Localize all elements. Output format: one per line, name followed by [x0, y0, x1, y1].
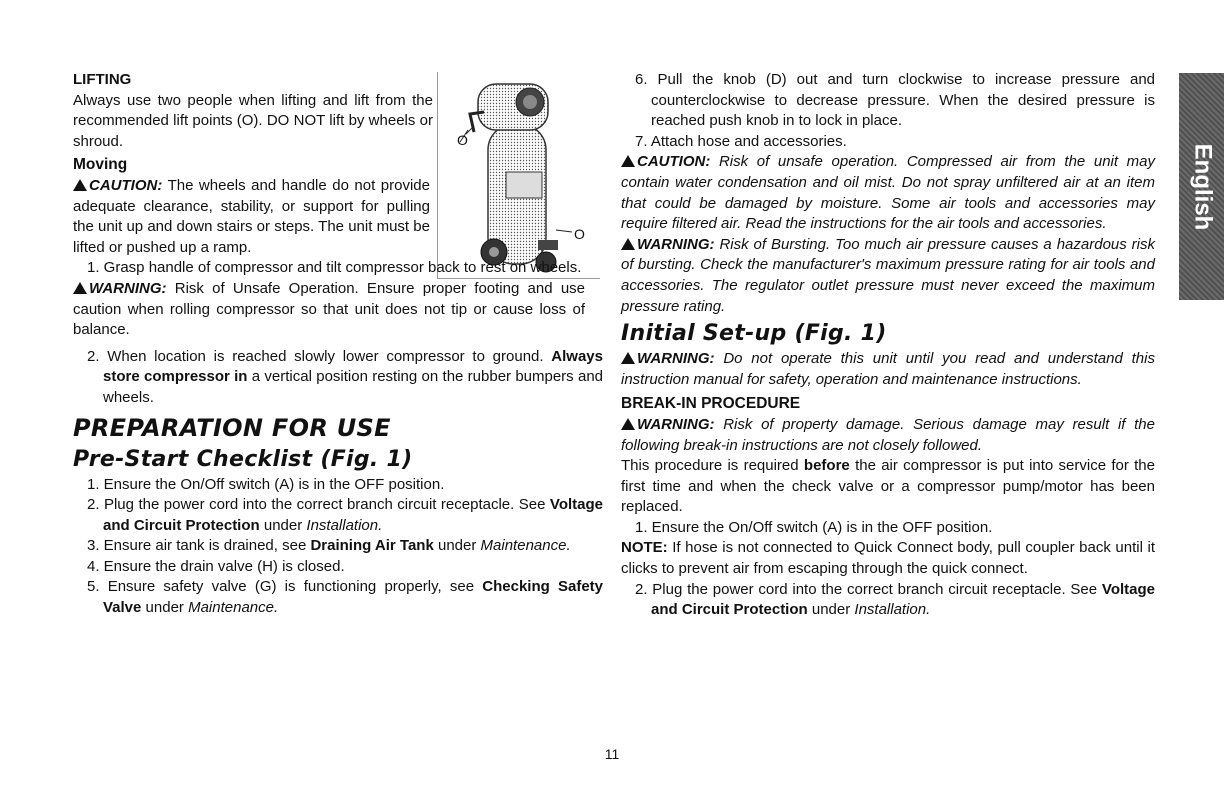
item3-italic: Maintenance.: [480, 537, 571, 555]
caution-text: Risk of unsafe operation. Compressed air from the unit may contain water condensation and oil mist. Do not spray unfiltered air at an item that could be damaged by moisture. Some air tools and accessories may require filtered air. Read the instructions for the air tools and accessories.: [621, 153, 1156, 233]
moving-warning: [73, 279, 585, 341]
warning-text: Risk of Unsafe Operation. Ensure proper footing and use caution when rolling compressor so that unit does not tip or cause loss of balance.: [73, 279, 586, 339]
step2-text-a: 2. When location is reached slowly lower compressor to ground.: [87, 347, 544, 365]
procedure-bold: before: [803, 457, 850, 475]
caution-icon: [73, 179, 87, 191]
warning-icon: [621, 418, 635, 430]
warning-icon: [73, 282, 87, 294]
note-label: NOTE:: [621, 539, 668, 557]
note-text: If hose is not connected to Quick Connect body, pull coupler back until it clicks to prevent air from escaping through the quick connect.: [621, 539, 1155, 578]
break-in-step-2: [621, 580, 1155, 621]
moving-heading: Moving: [73, 156, 128, 174]
breakin-warning-label: WARNING:: [637, 415, 715, 433]
step2-bold: Voltage and Circuit Protection: [651, 580, 1155, 619]
checklist-item-3: [73, 536, 603, 557]
caution-text: The wheels and handle do not provide adequate clearance, stability, or support for pulling the unit up and down stairs or steps. The unit must be lifted or pushed up a ramp.: [73, 176, 430, 256]
procedure-paragraph: [621, 456, 1155, 518]
item3-text-b: under: [438, 537, 477, 555]
item5-text-a: 5. Ensure safety valve (G) is functioning properly, see: [87, 578, 475, 596]
item2-text-a: 2. Plug the power cord into the correct branch circuit receptacle. See: [87, 496, 546, 514]
item2-bold: Voltage and Circuit Protection: [103, 496, 603, 534]
checklist-heading: Pre-Start Checklist (Fig. 1): [73, 446, 413, 472]
lift-point-label-right: O: [574, 226, 585, 242]
page-number: 11: [604, 746, 620, 762]
lifting-heading: LIFTING: [73, 71, 132, 88]
warning-text: Risk of Bursting. Too much air pressure causes a hazardous risk of bursting. Check the manufacturer's maximum pressure rating for air tools and accessories. The regulator outlet pressure must never exceed the maximum pressure rating.: [621, 235, 1156, 315]
warning-icon: [621, 238, 635, 250]
warning-label: WARNING:: [637, 235, 715, 253]
left-column: [73, 70, 603, 619]
item2-text-b: under: [263, 516, 303, 534]
language-tab-label: English: [1188, 143, 1216, 230]
procedure-text-b: the air compressor is put into service for the first time and when the check valve or a compressor pump/motor has been replaced.: [621, 457, 1155, 516]
moving-caution: [73, 176, 430, 258]
step-7: 7. Attach hose and accessories.: [635, 132, 847, 150]
item5-italic: Maintenance.: [188, 599, 279, 617]
procedure-text-a: This procedure is required: [621, 457, 799, 475]
setup-warning-text: Do not operate this unit until you read and understand this instruction manual for safety, operation and maintenance instructions.: [621, 350, 1155, 388]
step-6: 6. Pull the knob (D) out and turn clockwise to increase pressure and counterclockwise to decrease pressure. When the desired pressure is reached push knob in to lock in place.: [635, 71, 1155, 130]
break-in-step-1: 1. Ensure the On/Off switch (A) is in the OFF position.: [635, 518, 993, 536]
step2-text-b: a vertical position resting on the rubber bumpers and wheels.: [103, 368, 604, 406]
break-in-heading: BREAK-IN PROCEDURE: [621, 395, 801, 413]
caution-icon: [621, 155, 635, 167]
checklist-item-2: [73, 495, 603, 536]
right-caution: [621, 152, 1155, 234]
step2-text-a: 2. Plug the power cord into the correct branch circuit receptacle. See: [635, 580, 1098, 598]
note-paragraph: [621, 538, 1155, 579]
item5-text-b: under: [145, 599, 184, 617]
item5-bold: Checking Safety Valve: [103, 578, 604, 617]
checklist-item-5: [73, 577, 603, 618]
moving-step-2: [73, 347, 603, 409]
setup-warning: [621, 349, 1155, 390]
caution-label: CAUTION:: [637, 153, 711, 171]
right-column: [621, 70, 1155, 621]
breakin-warning-text: Risk of property damage. Serious damage may result if the following break-in instructions are not closely followed.: [621, 415, 1155, 454]
warning-icon: [621, 352, 635, 364]
lift-point-label-left: O: [457, 132, 468, 148]
item3-text-a: 3. Ensure air tank is drained, see: [87, 537, 307, 555]
step2-text-b: under: [811, 601, 851, 619]
preparation-heading: PREPARATION FOR USE: [73, 413, 391, 442]
moving-step-1: 1. Grasp handle of compressor and tilt compressor back to rest on wheels.: [87, 259, 582, 277]
initial-setup-heading: Initial Set-up (Fig. 1): [621, 321, 887, 347]
caution-label: CAUTION:: [89, 176, 163, 194]
lifting-paragraph: Always use two people when lifting and lift from the recommended lift points (O). DO NOT lift by wheels or shroud.: [73, 91, 433, 150]
checklist-item-4: 4. Ensure the drain valve (H) is closed.: [87, 557, 345, 575]
right-warning: [621, 235, 1155, 317]
item2-italic: Installation.: [306, 516, 383, 534]
warning-label: WARNING:: [89, 279, 167, 297]
break-in-warning: [621, 415, 1155, 456]
checklist-item-1: 1. Ensure the On/Off switch (A) is in the OFF position.: [87, 475, 445, 493]
item3-bold: Draining Air Tank: [310, 537, 434, 555]
language-tab: [1179, 73, 1224, 300]
step2-italic: Installation.: [854, 601, 931, 619]
setup-warning-label: WARNING:: [637, 350, 715, 368]
step2-bold: Always store compressor in: [103, 347, 603, 386]
